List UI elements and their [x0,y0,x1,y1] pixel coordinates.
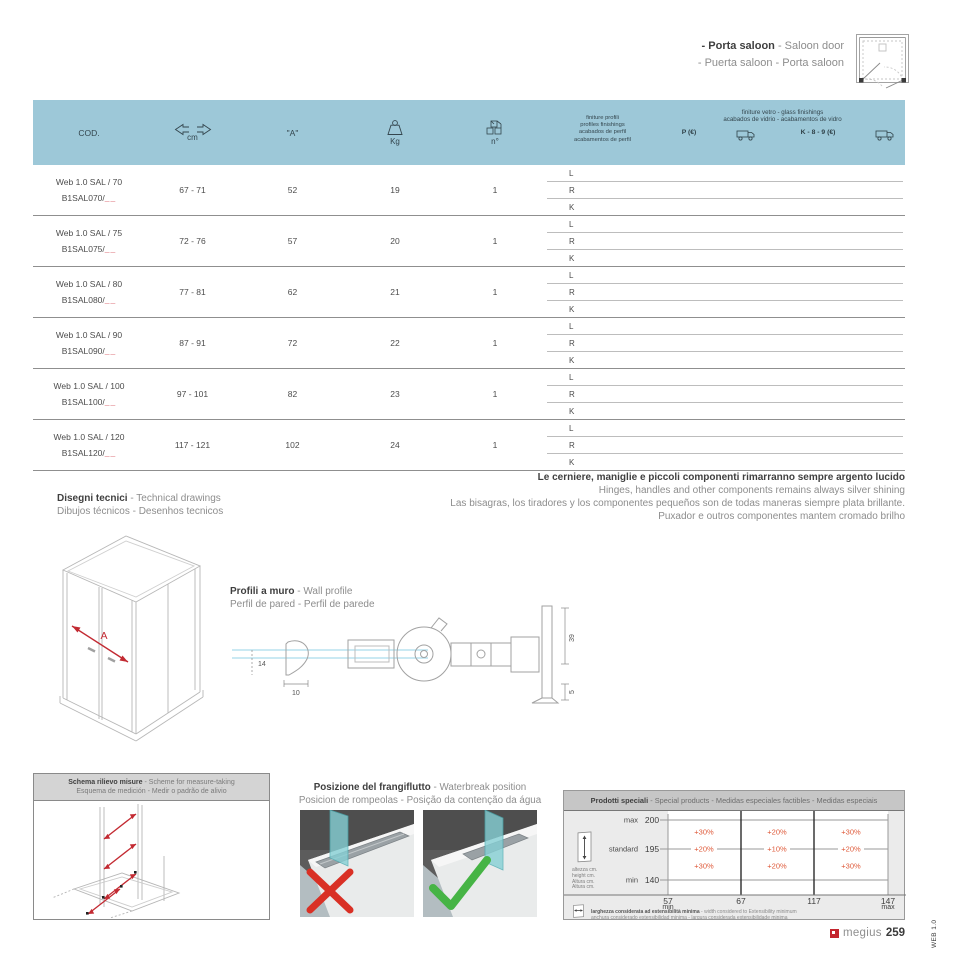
row-label-max: max [623,815,638,825]
waterbreak-title: Posizione del frangiflutto - Waterbreak position Posicion de rompeolas - Posição da contenção da água [298,782,542,806]
row-value-standard: 195 [644,844,660,854]
finish-row-R: R [547,182,903,199]
percent-cell: +10% [767,844,787,854]
cell-kg: 19 [390,185,400,195]
axis-label-67: 67 [736,896,746,906]
product-name: Web 1.0 SAL / 100 [53,381,125,391]
product-code: B1SAL120/__ [61,448,117,458]
weight-icon [384,120,406,136]
finish-row-L: L [547,420,903,437]
finish-row-L: L [547,216,903,233]
cell-kg: 21 [390,287,400,297]
product-name: Web 1.0 SAL / 70 [55,177,123,187]
row-value-max: 200 [644,815,660,825]
header-glass-finishes: finiture vetro - glass finishings acabados de vidrio - acabamentos de vidro P (€) K - 8 - 9 (€) [660,100,905,165]
finish-row-K: K [569,304,575,314]
table-body [33,165,905,471]
cell-finishes [545,165,905,215]
finish-row-R: R [547,233,903,250]
brand-logo-icon [830,929,839,938]
dim-39: 39 [569,634,576,642]
cell-finishes [545,216,905,266]
boxes-icon [485,120,505,136]
axis-label-57: 57 [663,896,673,906]
iso-drawing [48,520,233,745]
cell-cod [33,165,145,215]
measure-scheme-drawing [34,801,269,919]
finish-row-K: K [569,355,575,365]
spec-table [33,100,905,471]
table-row [33,369,905,420]
height-door-icon [576,831,594,865]
finish-row-K: K [569,406,575,416]
table-row [33,267,905,318]
percent-cell: +30% [841,827,861,837]
special-products-table [563,790,905,920]
wall-profile-title: Profili a muro - Wall profile Perfil de pared - Perfil de parede [230,586,375,610]
height-unit-labels: altezza cm. height cm. Altura cm. Altura cm. [572,867,598,891]
header-cod: COD. [78,127,100,138]
product-name: Web 1.0 SAL / 80 [55,279,123,289]
code-placeholder: __ [104,193,117,203]
cell-a: 72 [287,338,298,348]
row-label-min: min [625,875,638,885]
header-profile-finishes: finiture profili profiles finishings acabados de perfil acabamentos de perfil [573,115,632,143]
product-code: B1SAL100/__ [61,397,117,407]
cell-a: 52 [287,185,298,195]
truck-icon [736,129,756,141]
waterbreak-wrong-image [300,810,414,917]
product-code: B1SAL075/__ [61,244,117,254]
finish-row-L: L [547,267,903,284]
row-label-standard: standard [608,844,638,854]
special-products-title: Prodotti speciali - Special products - Medidas especiales factibles - Medidas especiais [564,791,904,811]
cell-cod [33,369,145,419]
header-qty: n° [445,100,545,165]
width-door-icon [572,904,586,919]
percent-cell: +20% [694,844,714,854]
cell-cm: 77 - 81 [179,287,206,297]
finish-row-K: K [569,253,575,263]
cell-finishes [545,267,905,317]
finish-row-R: R [547,386,903,403]
product-code: B1SAL080/__ [61,295,117,305]
axis-sub-min: min [662,904,674,911]
finish-row-R: R [547,437,903,454]
footer-brand [830,927,905,939]
axis-label-147: 147 [880,896,896,906]
product-name: Web 1.0 SAL / 120 [53,432,125,442]
finish-row-L: L [547,318,903,335]
code-placeholder: __ [104,244,117,254]
measure-scheme-title: Schema rilievo misure - Scheme for measure-taking Esquema de medición - Medir o padrão de alivio [34,774,269,801]
tech-drawings-title: Disegni tecnici - Technical drawings Dibujos técnicos - Desenhos tecnicos [57,493,224,517]
side-label: WEB 1.0 [931,919,938,948]
cell-cod [33,267,145,317]
measure-scheme-box [33,773,270,920]
cell-cod [33,420,145,470]
axis-label-117: 117 [807,896,821,906]
hinge-note: Le cerniere, maniglie e piccoli componenti rimarranno sempre argento lucido Hinges, handles and other components remains always silver shining Las bisagras, los tiradores y los componentes pequeños son de todas maneras siempre plata brillante. Puxador e outros componentes mantem cromado brilho [450,472,905,522]
row-value-min: 140 [644,875,660,885]
percent-cell: +20% [767,827,787,837]
cell-cm: 72 - 76 [179,236,206,246]
cell-finishes [545,369,905,419]
brand-name: megius [842,927,882,939]
table-row [33,165,905,216]
cell-n: 1 [492,440,498,450]
width-footnote: larghezza considerata ad estensibilità minima - width considered to Extensibility minimum anchura considerado extensibilidad minima - largura considerada extensibilidade minima [591,909,797,921]
cell-kg: 23 [390,389,400,399]
percent-cell: +30% [694,827,714,837]
cell-a: 62 [287,287,298,297]
page-title [698,38,844,72]
cell-cm: 117 - 121 [174,440,211,450]
wall-profile-drawing [228,604,580,716]
page-number: 259 [885,927,905,939]
cell-a: 57 [287,236,298,246]
product-name: Web 1.0 SAL / 75 [55,228,123,238]
cell-cm: 67 - 71 [179,185,206,195]
cell-finishes [545,318,905,368]
percent-cell: +20% [841,844,861,854]
cell-cod [33,318,145,368]
product-code: B1SAL070/__ [61,193,117,203]
percent-cell: +30% [841,861,861,871]
code-placeholder: __ [104,397,117,407]
table-row [33,216,905,267]
cell-a: 82 [287,389,298,399]
cell-cod [33,216,145,266]
title-line1-rest: - Saloon door [774,40,844,52]
finish-row-R: R [547,284,903,301]
dim-10: 10 [292,690,300,697]
title-line2: - Puerta saloon - Porta saloon [697,57,844,69]
code-placeholder: __ [104,448,117,458]
title-line1-bold: - Porta saloon [701,40,775,52]
cell-kg: 20 [390,236,400,246]
cell-finishes [545,420,905,470]
percent-cell: +20% [767,861,787,871]
dim-a-label: A [100,630,108,642]
code-placeholder: __ [104,346,117,356]
waterbreak-right-image [423,810,537,917]
cell-n: 1 [492,389,498,399]
cell-cm: 87 - 91 [179,338,206,348]
finish-row-K: K [569,457,575,467]
product-name: Web 1.0 SAL / 90 [55,330,123,340]
dim-14: 14 [258,661,266,668]
cell-kg: 24 [390,440,400,450]
dim-5: 5 [569,690,576,694]
header-a: "A" [286,127,299,138]
cell-n: 1 [492,185,498,195]
finish-row-R: R [547,335,903,352]
cell-n: 1 [492,236,498,246]
finish-row-K: K [569,202,575,212]
price-k-label: K - 8 - 9 (€) [800,129,836,136]
table-row [33,420,905,471]
price-p-label: P (€) [681,129,697,136]
header-finishes [545,100,905,165]
product-code: B1SAL090/__ [61,346,117,356]
percent-cell: +30% [694,861,714,871]
header-kg: Kg [345,100,445,165]
truck-icon [875,129,895,141]
special-products-chart [564,811,904,920]
cell-n: 1 [492,338,498,348]
code-placeholder: __ [104,295,117,305]
cell-a: 102 [285,440,300,450]
finish-row-L: L [547,165,903,182]
saloon-door-plan-icon [854,30,912,90]
cell-cm: 97 - 101 [176,389,209,399]
axis-sub-max: max [881,904,895,911]
spec-table-header [33,100,905,165]
table-row [33,318,905,369]
header-width: cm [145,100,240,165]
cell-kg: 22 [390,338,400,348]
finish-row-L: L [547,369,903,386]
cell-n: 1 [492,287,498,297]
